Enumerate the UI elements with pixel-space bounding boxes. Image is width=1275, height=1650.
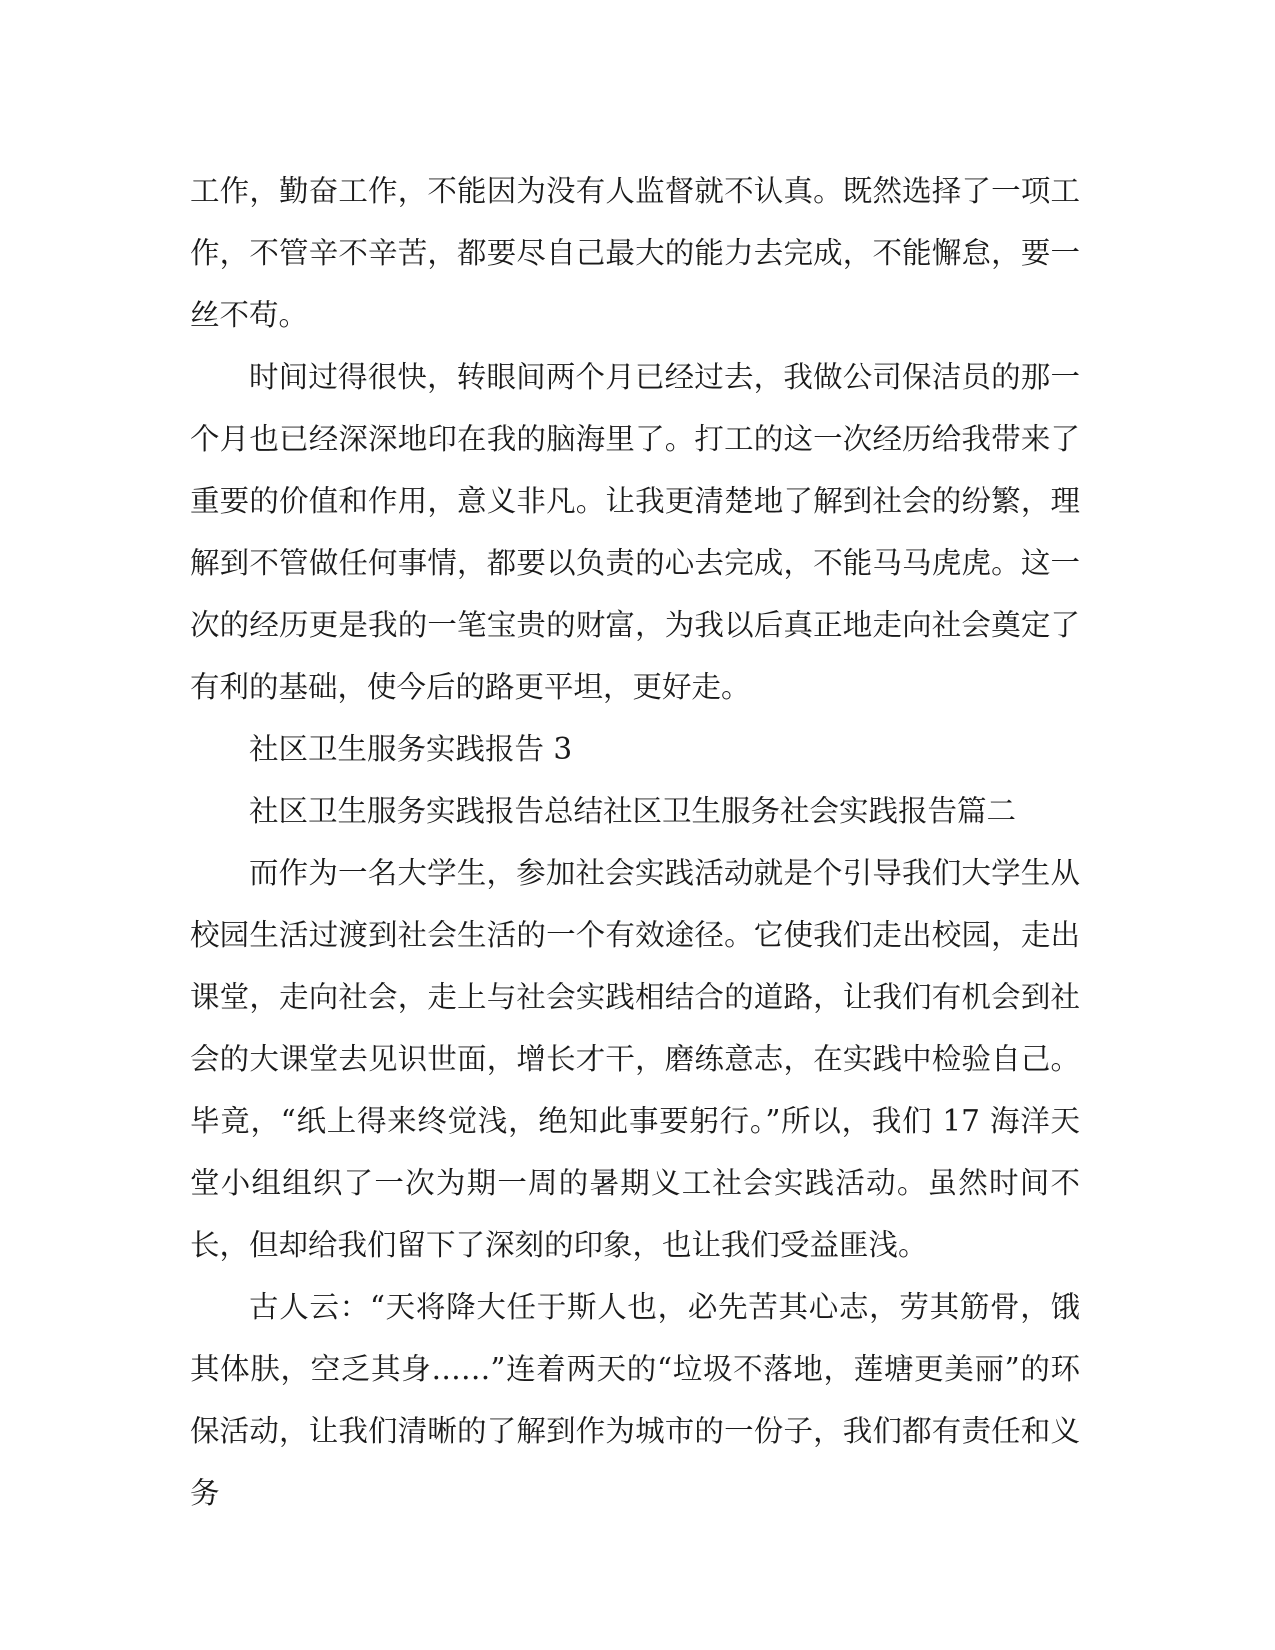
paragraph-practice: 而作为一名大学生，参加社会实践活动就是个引导我们大学生从校园生活过渡到社会生活的一个有效途径。它使我们走出校园，走出课堂，走向社会，走上与社会实践相结合的道路，让我们有机会到社会的大课堂去见识世面，增长才干，磨练意志，在实践中检验自己。毕竟，“纸上得来终觉浅，绝知此事要躬行。”所以，我们 17 海洋天堂小组组织了一次为期一周的暑期义工社会实践活动。虽然时间不长，但却给我们留下了深刻的印象，也让我们受益匪浅。 xyxy=(190,856,1080,1262)
paragraph-experience: 时间过得很快，转眼间两个月已经过去，我做公司保洁员的那一个月也已经深深地印在我的脑海里了。打工的这一次经历给我带来了重要的价值和作用，意义非凡。让我更清楚地了解到社会的纷繁，理解到不管做任何事情，都要以负责的心去完成，不能马马虎虎。这一次的经历更是我的一笔宝贵的财富，为我以后真正地走向社会奠定了有利的基础，使今后的路更平坦，更好走。 xyxy=(190,360,1080,704)
paragraph-continued: 工作，勤奋工作，不能因为没有人监督就不认真。既然选择了一项工作，不管辛不辛苦，都要尽自己最大的能力去完成，不能懈怠，要一丝不苟。 xyxy=(190,174,1080,332)
section-heading: 社区卫生服务实践报告 3 xyxy=(249,732,573,766)
paragraph-quote: 古人云：“天将降大任于斯人也，必先苦其心志，劳其筋骨，饿其体肤，空乏其身……”连着两天的“垃圾不落地，莲塘更美丽”的环保活动，让我们清晰的了解到作为城市的一份子，我们都有责任和义务 xyxy=(190,1290,1080,1510)
section-subheading: 社区卫生服务实践报告总结社区卫生服务社会实践报告篇二 xyxy=(249,794,1017,828)
document-body xyxy=(190,160,1080,1524)
